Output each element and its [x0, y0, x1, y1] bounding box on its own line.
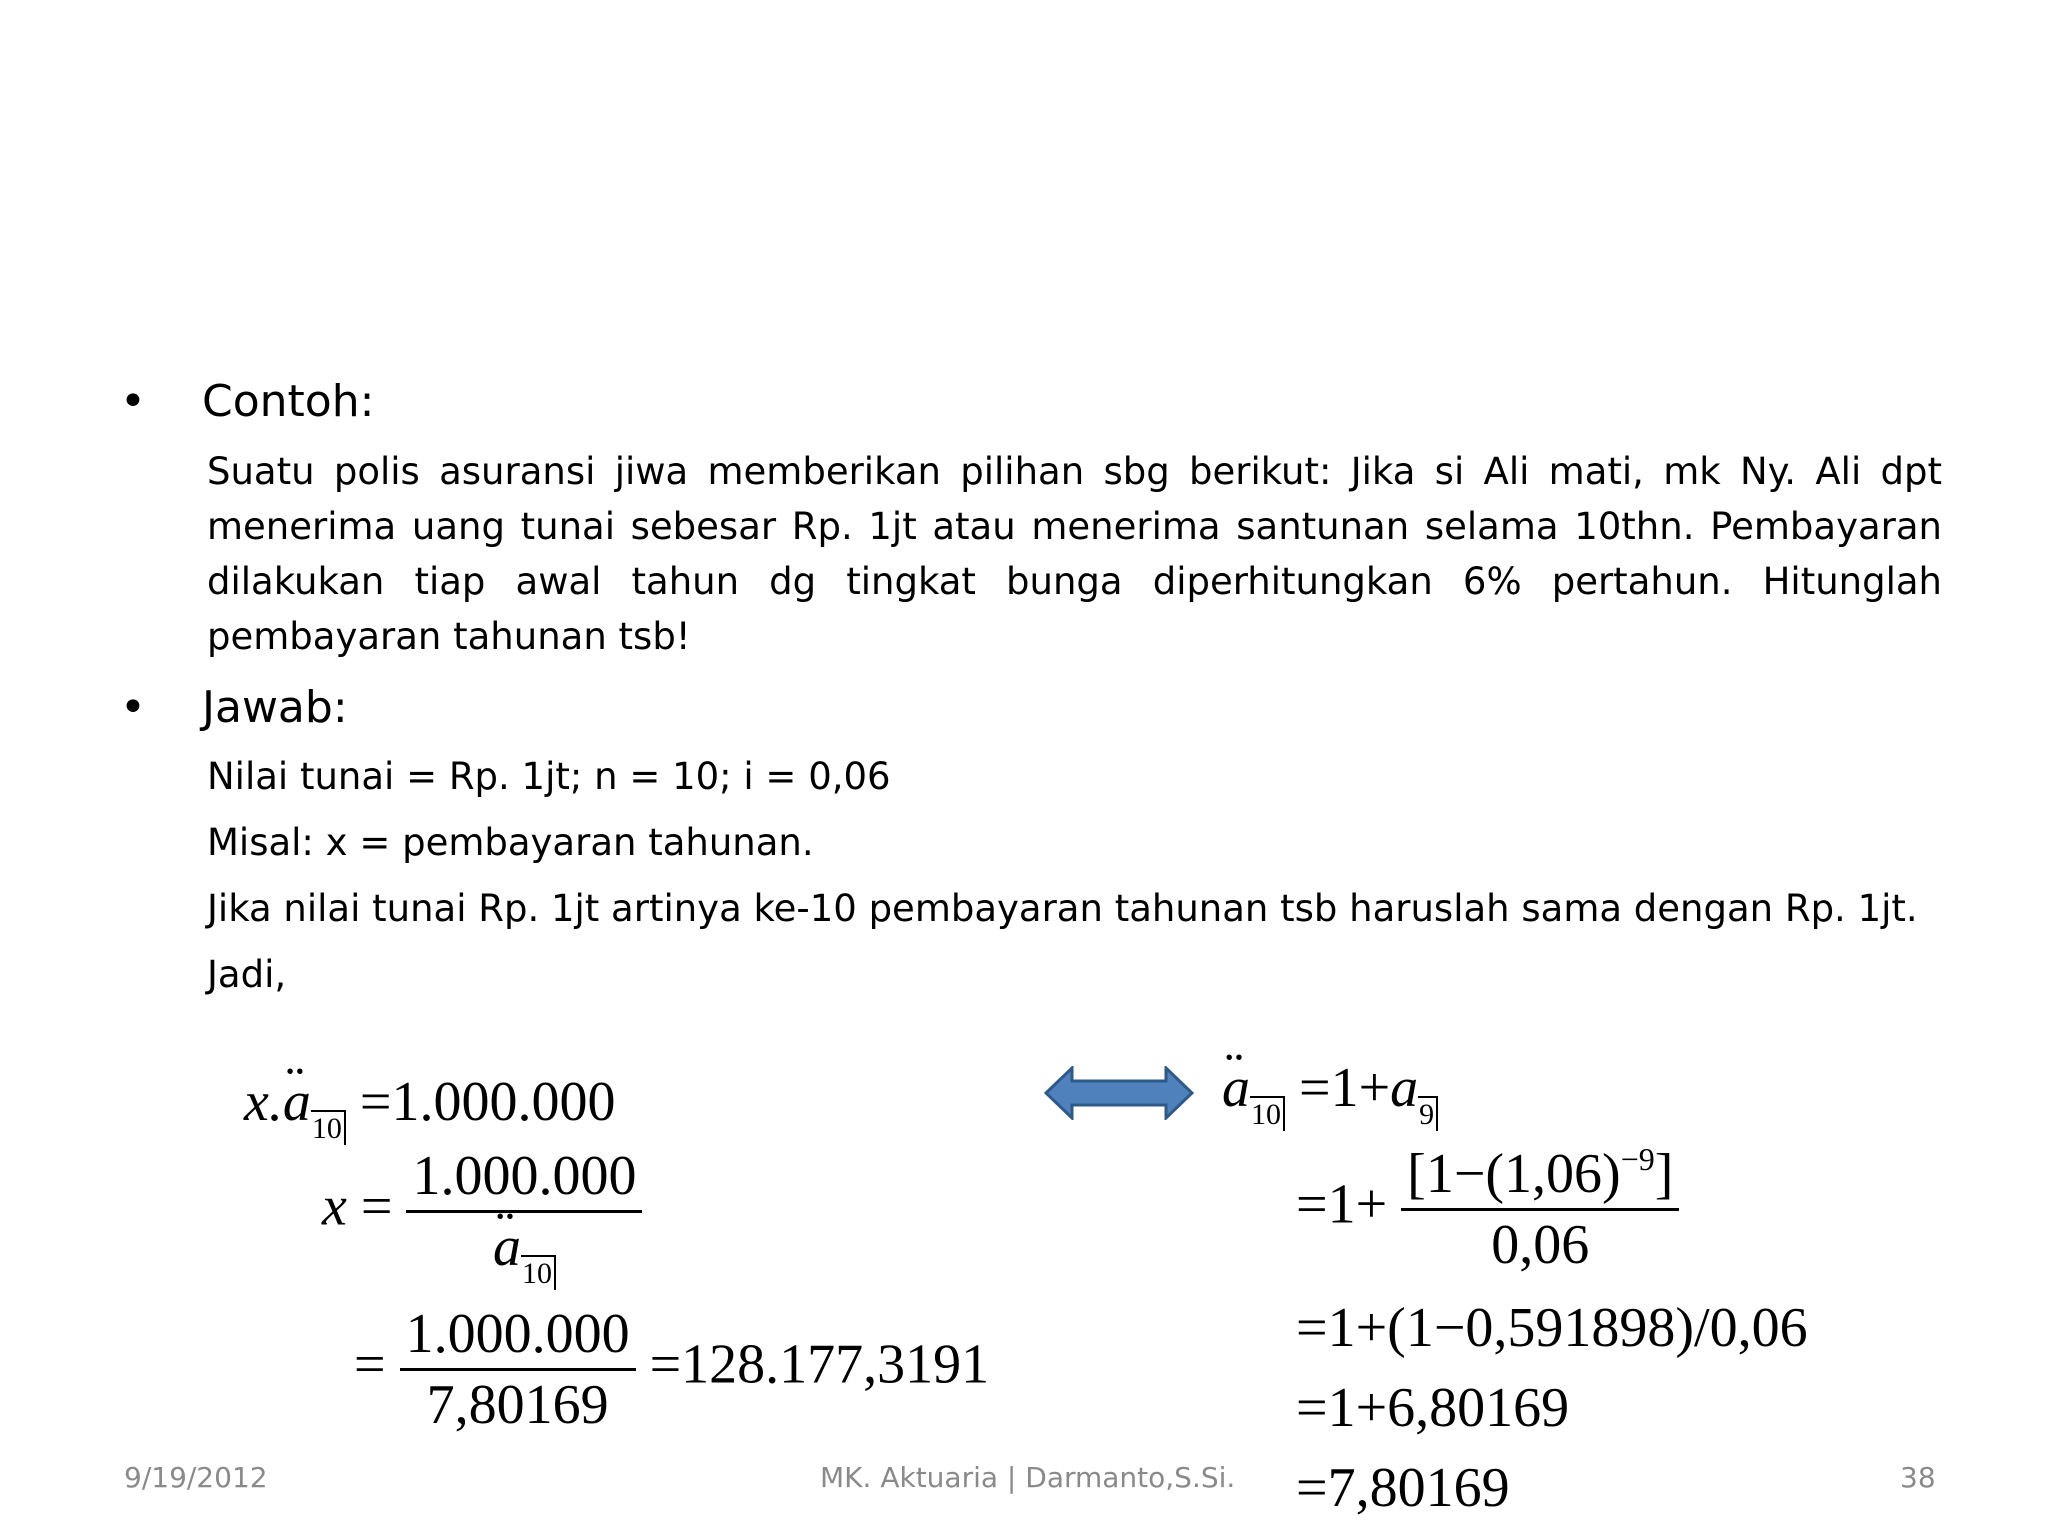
equation-2: x = 1.000.000 ¨ $a_{10}$ — [322, 1148, 642, 1275]
footer-page-number: 38 — [1900, 1461, 1936, 1494]
footer-center: MK. Aktuaria | Darmanto,S.Si. — [820, 1461, 1236, 1494]
right-equation-2: =1+ $\frac{[1-(1,06)^{-9}]}{0,06}$ — [1296, 1146, 1679, 1273]
right-equation-3: =1+(1−0,591898)/0,06 — [1296, 1297, 1808, 1359]
bullet-dot: • — [120, 682, 146, 733]
double-arrow-icon — [1044, 1066, 1194, 1120]
bullet-dot: • — [120, 376, 146, 427]
right-equation-1: ¨ $a_{10} =1+a_9$ — [1222, 1060, 1438, 1116]
equation-1: x.¨ $a_{10} =1.000.000$ — [244, 1074, 615, 1130]
right-equation-5: =7,80169 — [1296, 1457, 1510, 1519]
bullet-label: Jawab: — [202, 682, 348, 733]
equation-3: = $\frac{1.000.000}{7,80169}$ =128.177,3191 — [354, 1303, 990, 1436]
footer-date: 9/19/2012 — [124, 1461, 268, 1494]
bullet-label: Contoh: — [202, 376, 375, 427]
answer-line-3: Jika nilai tunai Rp. 1jt artinya ke-10 pembayaran tahunan tsb haruslah sama dengan Rp. 1jt. — [207, 887, 1918, 930]
answer-line-2: Misal: x = pembayaran tahunan. — [207, 821, 814, 864]
answer-line-4: Jadi, — [207, 953, 287, 996]
answer-line-1: Nilai tunai = Rp. 1jt; n = 10; i = 0,06 — [207, 755, 891, 798]
question-paragraph: Suatu polis asuransi jiwa memberikan pilihan sbg berikut: Jika si Ali mati, mk Ny. Ali dpt menerima uang tunai sebesar Rp. 1jt atau menerima santunan selama 10thn. Pembayaran dilakukan tiap awal tahun dg tingkat bunga diperhitungkan 6% pertahun. Hitunglah pembayaran tahunan tsb! — [207, 450, 1942, 658]
right-equation-4: =1+6,80169 — [1296, 1377, 1570, 1439]
